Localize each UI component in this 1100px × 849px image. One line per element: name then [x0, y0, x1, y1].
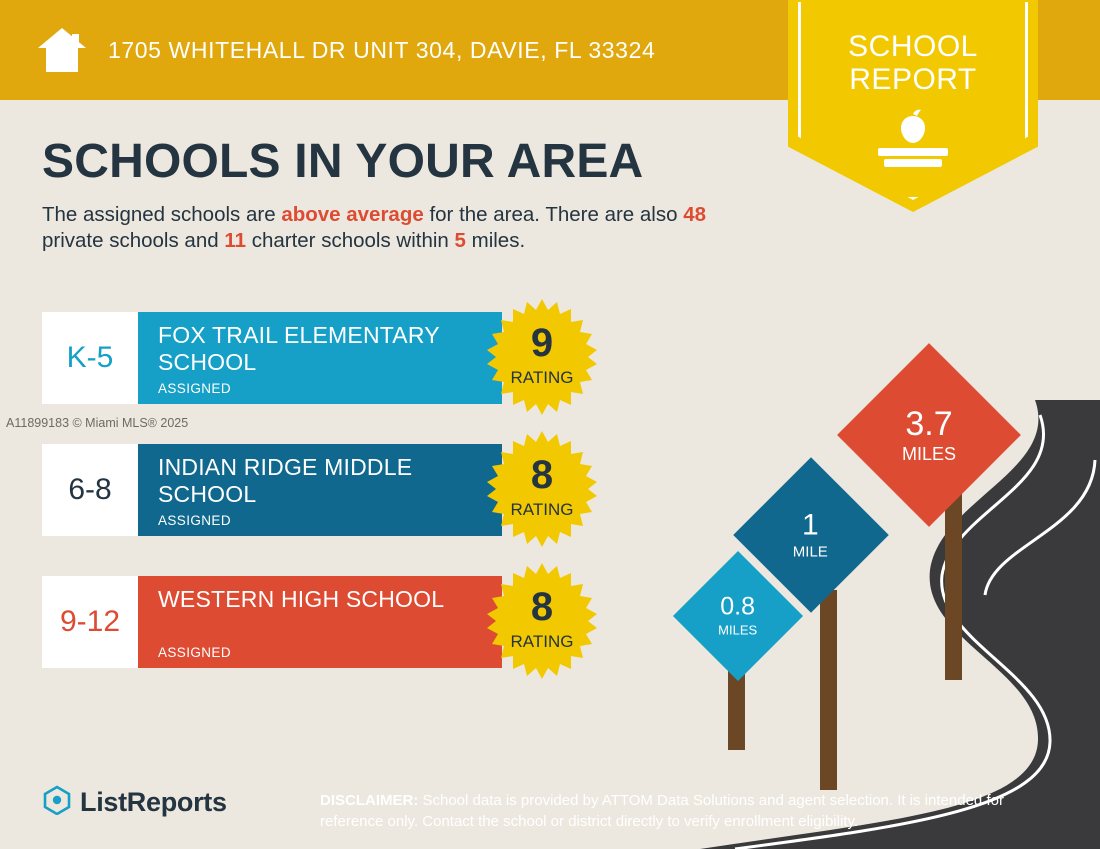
- school-name-box: [138, 444, 502, 536]
- school-grade-box: [42, 444, 138, 536]
- school-row: [42, 444, 502, 536]
- distance-sign-content: [793, 510, 828, 559]
- summary-part-4: charter schools within: [246, 229, 455, 252]
- home-icon: [36, 26, 88, 74]
- school-rating-value: 8: [530, 585, 554, 629]
- distance-value: 1: [802, 508, 820, 542]
- school-grade-label: 6-8: [68, 473, 112, 506]
- school-status-label: ASSIGNED: [158, 645, 231, 660]
- sign-post: [820, 590, 837, 790]
- badge-title: [788, 30, 1038, 96]
- distance-value: 3.7: [905, 405, 953, 443]
- distance-sign-content: [902, 407, 956, 463]
- school-status-label: ASSIGNED: [158, 381, 231, 396]
- mls-attribution: A11899183 © Miami MLS® 2025: [6, 416, 189, 430]
- school-rating-caption: RATING: [510, 368, 574, 387]
- school-name-box: [138, 576, 502, 668]
- school-name-label: INDIAN RIDGE MIDDLE SCHOOL: [158, 454, 413, 507]
- school-grade-label: 9-12: [59, 605, 121, 638]
- school-name-label: WESTERN HIGH SCHOOL: [158, 586, 445, 612]
- property-address: 1705 WHITEHALL DR UNIT 304, DAVIE, FL 33324: [108, 37, 656, 63]
- school-rating-badge: [482, 561, 602, 681]
- school-name-label: FOX TRAIL ELEMENTARY SCHOOL: [158, 322, 440, 375]
- disclaimer-body: School data is provided by ATTOM Data Solutions and agent selection. It is intended for reference only. Contact the school or district directly to verify enrollment eligibility.: [320, 792, 1004, 830]
- school-row: [42, 312, 502, 404]
- badge-title-line2: REPORT: [849, 63, 977, 96]
- school-rating-badge: [482, 429, 602, 549]
- summary-text: [42, 202, 772, 254]
- summary-highlight-charter-count: 11: [224, 229, 246, 252]
- school-rating-caption: RATING: [510, 632, 574, 651]
- school-row: [42, 576, 502, 668]
- school-status-label: ASSIGNED: [158, 513, 231, 528]
- page-title: SCHOOLS IN YOUR AREA: [42, 135, 644, 188]
- summary-highlight-radius: 5: [454, 229, 466, 252]
- school-grade-label: K-5: [66, 341, 114, 374]
- listreports-logo: [42, 785, 227, 820]
- distance-unit: MILES: [718, 622, 758, 638]
- distance-value: 0.8: [720, 592, 756, 621]
- listreports-mark-icon: [42, 785, 72, 820]
- school-grade-box: [42, 312, 138, 404]
- disclaimer-text: [320, 790, 1050, 832]
- apple-and-books-icon: [870, 108, 956, 170]
- school-rating-caption: RATING: [510, 500, 574, 519]
- school-rating-badge: [482, 297, 602, 417]
- school-rating-value: 9: [530, 321, 554, 365]
- school-grade-box: [42, 576, 138, 668]
- disclaimer-label: DISCLAIMER:: [320, 792, 419, 809]
- summary-highlight-private-count: 48: [683, 203, 707, 226]
- distance-sign-content: [718, 592, 758, 638]
- listreports-wordmark: ListReports: [80, 787, 227, 817]
- school-name-box: [138, 312, 502, 404]
- summary-part-3: private schools and: [42, 229, 225, 252]
- school-rating-value: 8: [530, 453, 554, 497]
- road-illustration: [640, 340, 1100, 849]
- summary-highlight-rating: above average: [281, 203, 424, 226]
- summary-part-2: for the area. There are also: [423, 203, 684, 226]
- badge-title-line1: SCHOOL: [848, 30, 978, 63]
- summary-part-5: miles.: [465, 229, 526, 252]
- distance-unit: MILES: [901, 444, 957, 464]
- summary-part-1: The assigned schools are: [42, 203, 282, 226]
- distance-unit: MILE: [793, 543, 829, 561]
